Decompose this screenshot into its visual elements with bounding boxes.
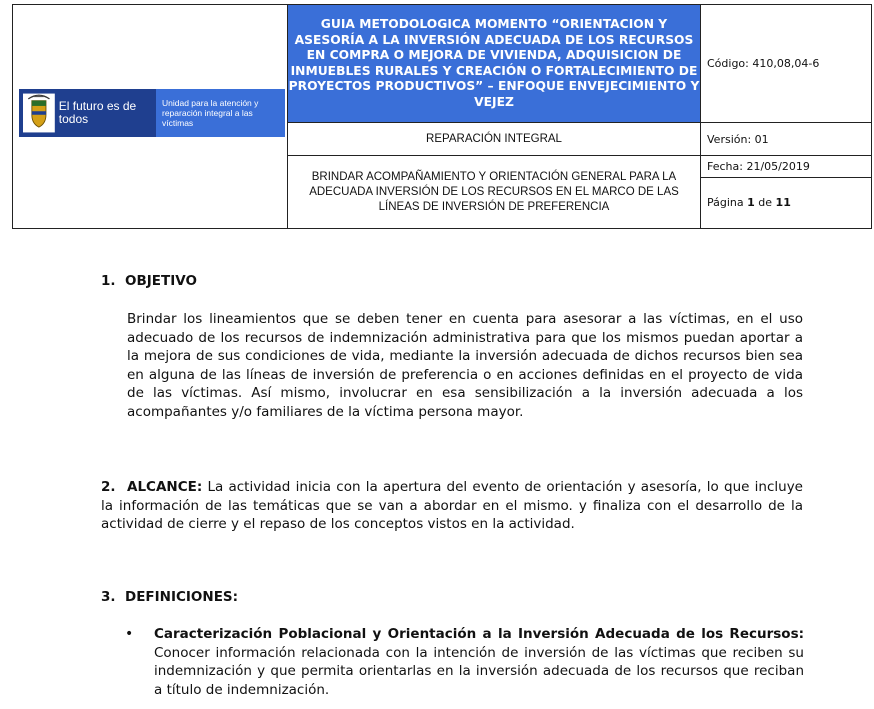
bullet-icon: •: [125, 626, 134, 642]
document-title: GUIA METODOLOGICA MOMENTO “ORIENTACION Y ASESORÍA A LA INVERSIÓN ADECUADA DE LOS RECURSOS EN COMPRA O MEJORA DE VIVIENDA, ADQUISICION DE INMUEBLES RURALES Y CREACIÓN O FORTALECIMIENTO DE PROYECTOS PRODUCTIVOS” – ENFOQUE ENVEJECIMIENTO Y VEJEZ: [288, 5, 701, 123]
section-objetivo-heading: 1. OBJETIVO: [101, 273, 197, 289]
institution-logo: [19, 89, 285, 137]
definition-term: Caracterización Poblacional y Orientación a la Inversión Adecuada de los Recursos:: [154, 626, 804, 642]
document-date: Fecha: 21/05/2019: [701, 156, 871, 178]
section-alcance: 2. ALCANCE: La actividad inicia con la apertura del evento de orientación y asesoría, lo que incluye la información de las temáticas que se van a abordar en el mismo. y finaliza con el desarrollo de la actividad de cierre y el repaso de los conceptos vistos en la actividad.: [101, 479, 803, 532]
document-code: Código: 410,08,04-6: [701, 5, 872, 123]
subprocess-name: BRINDAR ACOMPAÑAMIENTO Y ORIENTACIÓN GENERAL PARA LA ADECUADA INVERSIÓN DE LOS RECURSOS EN EL MARCO DE LAS LÍNEAS DE INVERSIÓN DE PREFERENCIA: [288, 156, 701, 229]
logo-tagline: El futuro es de todos: [58, 99, 137, 126]
document-version: Versión: 01: [701, 123, 872, 156]
section-definiciones-heading: 3. DEFINICIONES:: [101, 589, 239, 605]
logo-entity-name: Unidad para la atención y reparación integral a las víctimas: [156, 89, 285, 137]
section-alcance-heading: ALCANCE:: [127, 479, 203, 495]
definition-item: [154, 625, 804, 699]
logo-cell: [13, 5, 288, 229]
date-page-cell: [701, 156, 872, 229]
page-number: Página 1 de 11: [707, 196, 791, 209]
process-name: REPARACIÓN INTEGRAL: [288, 123, 701, 156]
section-objetivo-text: Brindar los lineamientos que se deben tener en cuenta para asesorar a las víctimas, en el uso adecuado de los recursos de indemnización administrativa para que los mismos puedan aportar a la mejora de sus condiciones de vida, mediante la inversión adecuada de dichos recursos bien sea en alguna de las líneas de inversión de preferencia o en acciones definidas en el proyecto de vida de las víctimas. Así mismo, involucrar en esa sensibilización a la inversión adecuada a los acompañantes y/o familiares de la víctima persona mayor.: [127, 311, 803, 420]
definition-text: Conocer información relacionada con la intención de inversión de las víctimas que reciben su indemnización y que permita orientarlas en la inversión adecuada de los recursos que reciban a título de indemnización.: [154, 644, 804, 698]
document-header: [12, 4, 872, 229]
section-alcance-text: La actividad inicia con la apertura del evento de orientación y asesoría, lo que incluye la información de las temáticas que se van a abordar en el mismo. y finaliza con el desarrollo de la actividad de cierre y el repaso de los conceptos vistos en la actividad.: [101, 479, 803, 532]
coat-of-arms-icon: [23, 91, 55, 135]
